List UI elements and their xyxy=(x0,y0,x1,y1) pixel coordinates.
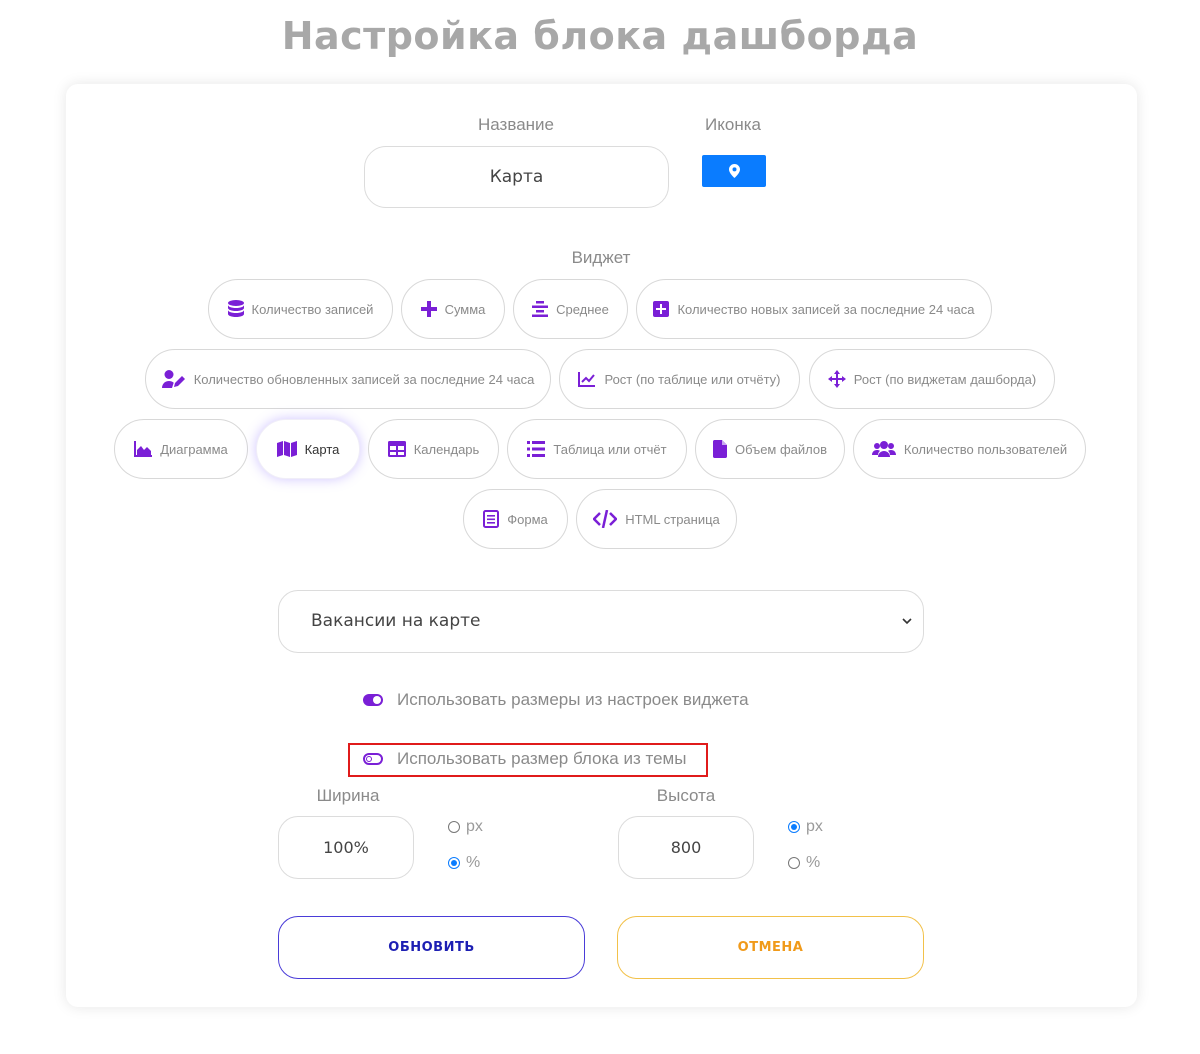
cancel-button[interactable]: ОТМЕНА xyxy=(617,916,924,979)
widget-files-volume[interactable] xyxy=(695,419,845,479)
width-unit-px-option[interactable] xyxy=(448,818,483,836)
plus-icon xyxy=(421,301,437,317)
widget-label-text: Рост (по виджетам дашборда) xyxy=(853,371,1037,387)
page-title: Настройка блока дашборда xyxy=(281,14,919,58)
plus-square-icon xyxy=(653,301,669,317)
width-unit-pct-label: % xyxy=(466,854,481,871)
widget-diagram[interactable] xyxy=(114,419,248,479)
widget-form[interactable] xyxy=(463,489,568,549)
update-button[interactable]: ОБНОВИТЬ xyxy=(278,916,585,979)
height-unit-px-radio[interactable] xyxy=(788,821,800,833)
toggle-theme-size[interactable] xyxy=(363,753,383,765)
height-unit-pct-label: % xyxy=(806,854,821,871)
height-unit-px-label: px xyxy=(806,818,823,835)
width-input[interactable]: 100% xyxy=(278,816,414,879)
code-icon xyxy=(593,510,617,528)
widget-new-records-24h[interactable] xyxy=(636,279,992,339)
users-icon xyxy=(872,441,896,457)
toggle-widget-sizes-label: Использовать размеры из настроек виджета xyxy=(397,690,749,709)
widget-label-text: Количество пользователей xyxy=(903,441,1068,457)
widget-label-text: Объем файлов xyxy=(734,441,828,457)
icon-picker-button[interactable] xyxy=(702,155,766,187)
width-unit-pct-radio[interactable] xyxy=(448,857,460,869)
widget-label-text: Количество обновленных записей за последние 24 часа xyxy=(193,371,535,387)
width-unit-pct-option[interactable] xyxy=(448,854,480,872)
name-input[interactable]: Карта xyxy=(364,146,669,208)
source-select-value: Вакансии на карте xyxy=(311,611,481,631)
arrows-move-icon xyxy=(828,370,846,388)
width-label: Ширина xyxy=(316,786,380,805)
user-edit-icon xyxy=(162,370,186,388)
chart-line-icon xyxy=(578,371,596,387)
map-marker-icon xyxy=(729,164,740,178)
widget-html-page[interactable] xyxy=(576,489,737,549)
widget-label-text: Карта xyxy=(304,441,340,457)
list-icon xyxy=(527,441,545,457)
widget-updated-records-24h[interactable] xyxy=(145,349,551,409)
name-label: Название xyxy=(478,115,554,134)
database-icon xyxy=(228,300,244,318)
toggle-theme-size-row xyxy=(363,749,686,769)
widget-label-text: Форма xyxy=(507,511,548,527)
widget-label-text: Диаграмма xyxy=(160,441,228,457)
file-icon xyxy=(713,440,727,458)
calendar-table-icon xyxy=(388,441,406,457)
widget-label-text: Среднее xyxy=(556,301,609,317)
align-center-icon xyxy=(532,301,548,317)
widget-label-text: Календарь xyxy=(413,441,480,457)
width-unit-px-label: px xyxy=(466,818,483,835)
widget-map[interactable] xyxy=(256,419,360,479)
widget-growth-table[interactable] xyxy=(559,349,800,409)
widget-label-text: Количество записей xyxy=(251,301,374,317)
toggle-widget-sizes[interactable] xyxy=(363,694,383,706)
icon-label: Иконка xyxy=(705,115,761,134)
height-input[interactable]: 800 xyxy=(618,816,754,879)
widget-users-count[interactable] xyxy=(853,419,1086,479)
height-unit-pct-option[interactable] xyxy=(788,854,820,872)
source-select[interactable] xyxy=(278,590,924,653)
toggle-widget-sizes-row xyxy=(363,690,749,710)
map-icon xyxy=(277,441,297,457)
widget-records-count[interactable] xyxy=(208,279,393,339)
width-unit-px-radio[interactable] xyxy=(448,821,460,833)
toggle-theme-size-label: Использовать размер блока из темы xyxy=(397,749,687,768)
widget-growth-dashboard[interactable] xyxy=(809,349,1055,409)
height-unit-pct-radio[interactable] xyxy=(788,857,800,869)
widget-label-text: Количество новых записей за последние 24 часа xyxy=(677,301,975,317)
height-unit-px-option[interactable] xyxy=(788,818,823,836)
widget-sum[interactable] xyxy=(401,279,505,339)
widget-label-text: HTML страница xyxy=(625,511,720,527)
widget-calendar[interactable] xyxy=(368,419,499,479)
chart-area-icon xyxy=(134,441,152,457)
form-icon xyxy=(483,510,499,528)
height-label: Высота xyxy=(656,786,716,805)
widget-average[interactable] xyxy=(513,279,628,339)
widget-label-text: Сумма xyxy=(444,301,486,317)
widget-table-report[interactable] xyxy=(507,419,687,479)
widget-label-text: Рост (по таблице или отчёту) xyxy=(604,371,781,387)
widget-label: Виджет xyxy=(571,248,631,267)
chevron-down-icon xyxy=(897,591,917,652)
widget-label-text: Таблица или отчёт xyxy=(553,441,667,457)
